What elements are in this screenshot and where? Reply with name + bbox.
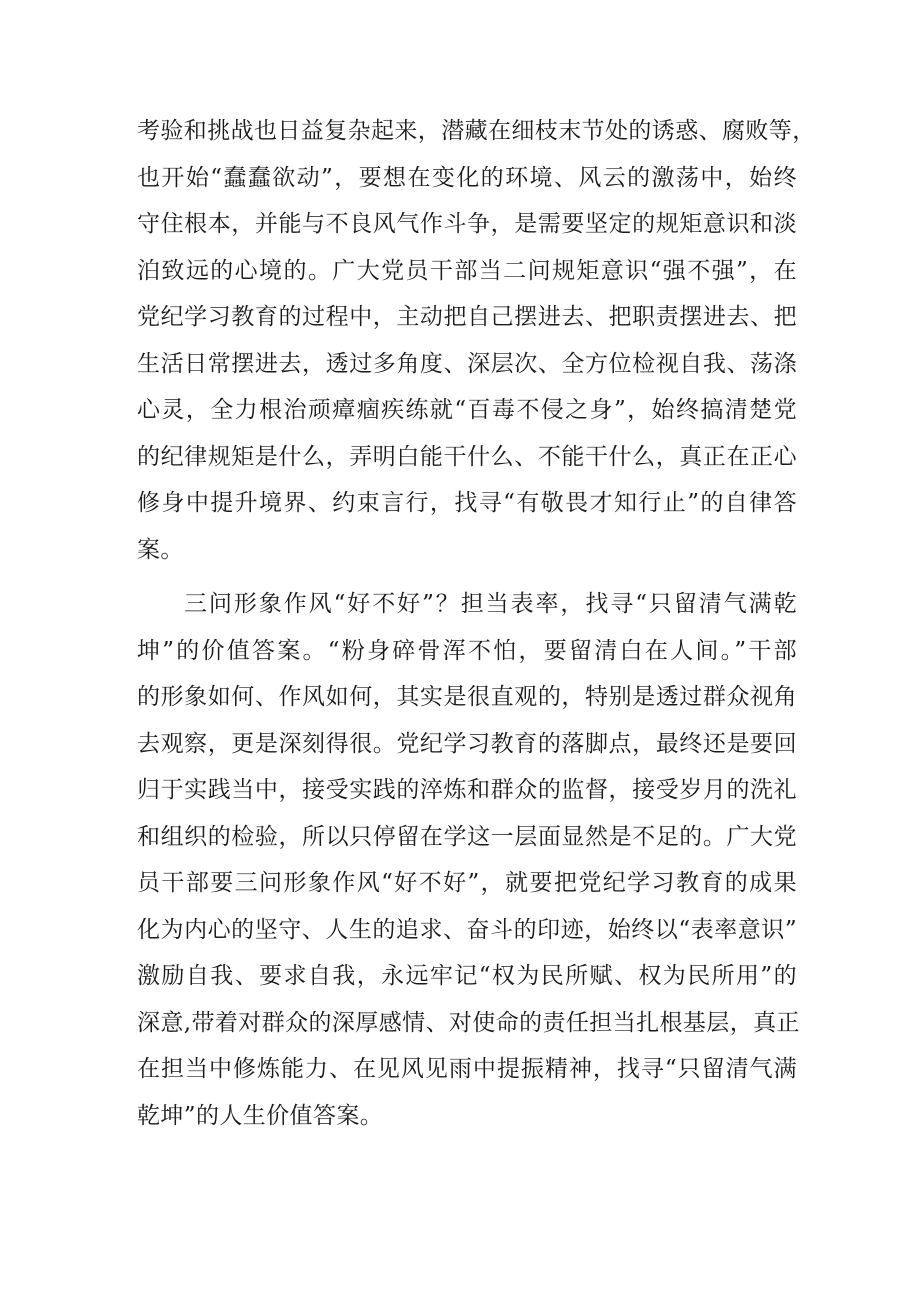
text-line: 修身中提升境界、约束言行，找寻“有敬畏才知行止”的自律答	[137, 490, 797, 516]
text-line: 的形象如何、作风如何，其实是很直观的，特别是透过群众视角	[137, 684, 797, 710]
text-line: 乾坤”的人生价值答案。	[137, 1102, 384, 1129]
text-line: 深意,带着对群众的深厚感情、对使命的责任担当扎根基层，真正	[137, 1009, 800, 1036]
text-line: 考验和挑战也日益复杂起来，潜藏在细枝末节处的诱惑、腐败等，	[137, 118, 816, 144]
text-line: 守住根本，并能与不良风气作斗争，是需要坚定的规矩意识和淡	[137, 211, 797, 237]
text-line: 归于实践当中，接受实践的淬炼和群众的监督，接受岁月的洗礼	[137, 777, 797, 803]
text-line: 激励自我、要求自我，永远牢记“权为民所赋、权为民所用”的	[137, 963, 797, 989]
text-line: 员干部要三问形象作风“好不好”，就要把党纪学习教育的成果	[137, 870, 797, 896]
paragraph-1	[137, 108, 816, 573]
text-line: 三问形象作风“好不好”？担当表率，找寻“只留清气满乾	[184, 591, 797, 617]
text-line: 泊致远的心境的。广大党员干部当二问规矩意识“强不强”，在	[137, 257, 797, 284]
text-line: 心灵，全力根治顽瘴痼疾练就“百毒不侵之身”，始终搞清楚党	[137, 397, 797, 423]
paragraph-2	[137, 581, 800, 1139]
text-line: 的纪律规矩是什么，弄明白能干什么、不能干什么，真正在正心	[137, 443, 797, 470]
text-line: 生活日常摆进去，透过多角度、深层次、全方位检视自我、荡涤	[137, 350, 797, 377]
text-line: 党纪学习教育的过程中，主动把自己摆进去、把职责摆进去、把	[137, 304, 797, 330]
text-line: 去观察，更是深刻得很。党纪学习教育的落脚点，最终还是要回	[137, 730, 797, 757]
document-body	[137, 108, 816, 1139]
text-line: 和组织的检验，所以只停留在学这一层面显然是不足的。广大党	[137, 823, 797, 850]
text-line: 也开始“蠢蠢欲动”，要想在变化的环境、风云的激荡中，始终	[137, 164, 797, 191]
text-line: 在担当中修炼能力、在见风见雨中提振精神，找寻“只留清气满	[137, 1056, 797, 1082]
text-line: 化为内心的坚守、人生的追求、奋斗的印迹，始终以“表率意识”	[137, 916, 797, 943]
paragraph-gap	[137, 573, 797, 581]
text-line: 案。	[137, 536, 184, 563]
text-line: 坤”的价值答案。“粉身碎骨浑不怕，要留清白在人间。”干部	[137, 637, 797, 664]
